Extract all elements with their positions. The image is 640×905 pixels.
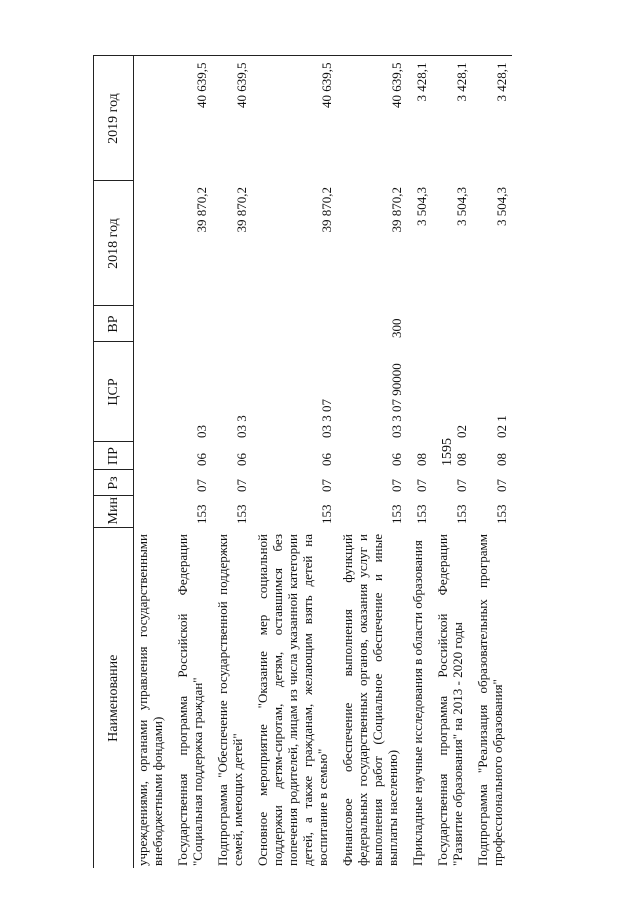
row-2018: 39 870,2 (319, 187, 334, 233)
header-min: Мин (94, 496, 134, 528)
row-name: Основное мероприятие "Оказание мер социальной поддержки детям-сиротам, детям, оставшимся без попечения родителей, лицам из числа указанной категории детей, а также гражданам, желающим взять детей на воспитание в семью" (255, 534, 330, 866)
row-pr: 06 (234, 453, 249, 466)
row-2018 (134, 181, 173, 306)
row-rz: 07 (319, 479, 334, 492)
row-2018: 3 504,3 (414, 187, 429, 226)
budget-table (93, 56, 512, 869)
row-min: 153 (454, 504, 469, 524)
row-2019: 40 639,5 (212, 56, 252, 181)
table-row (134, 56, 173, 868)
row-vr (172, 306, 212, 342)
row-2019: 3 428,1 (472, 56, 512, 181)
header-csr: ЦСР (94, 342, 134, 442)
row-vr (252, 306, 337, 342)
row-min: 153 (414, 504, 429, 524)
table-row (212, 56, 252, 868)
row-2018: 3 504,3 (494, 187, 509, 226)
row-csr: 02 (454, 425, 469, 438)
row-min: 153 (234, 504, 249, 524)
header-row (94, 56, 134, 868)
row-name: Прикладные научные исследования в области образования (410, 540, 425, 866)
row-csr: 03 3 07 (319, 399, 334, 438)
budget-table-sheet (93, 56, 586, 868)
table-row (407, 56, 432, 868)
row-vr (212, 306, 252, 342)
row-rz: 07 (389, 479, 404, 492)
row-vr (407, 306, 432, 342)
row-min: 153 (319, 504, 334, 524)
row-csr: 03 3 07 90000 (389, 363, 404, 438)
row-pr: 06 (194, 453, 209, 466)
table-header (94, 56, 134, 868)
row-2018: 39 870,2 (234, 187, 249, 233)
row-min: 153 (194, 504, 209, 524)
row-rz: 07 (234, 479, 249, 492)
row-pr: 06 (319, 453, 334, 466)
row-pr: 08 (454, 453, 469, 466)
row-rz: 07 (194, 479, 209, 492)
row-name: Финансовое обеспечение выполнения функций федеральных государственных органов, оказания услуг и выполнения работ (Социальное обеспечение и иные выплаты населению) (340, 534, 400, 866)
header-pr: ПР (94, 442, 134, 470)
row-vr (472, 306, 512, 342)
row-pr: 08 (494, 453, 509, 466)
row-min: 153 (494, 504, 509, 524)
table-row (432, 56, 472, 868)
row-2018: 3 504,3 (454, 187, 469, 226)
row-2019: 3 428,1 (407, 56, 432, 181)
row-pr: 08 (414, 453, 429, 466)
row-min (134, 496, 173, 528)
row-vr (134, 306, 173, 342)
row-csr: 02 1 (494, 415, 509, 438)
row-csr: 03 (194, 425, 209, 438)
page-number: 1595 (440, 438, 455, 466)
row-csr: 03 3 (234, 415, 249, 438)
row-2018: 39 870,2 (194, 187, 209, 233)
header-2019: 2019 год (94, 56, 134, 181)
row-rz: 07 (414, 479, 429, 492)
table-row (172, 56, 212, 868)
row-name: Подпрограмма "Реализация образовательных программ профессионального образования" (475, 534, 505, 866)
row-pr (134, 442, 173, 470)
table-row (252, 56, 337, 868)
row-vr: 300 (389, 318, 404, 338)
row-name: Государственная программа Российской Федерации "Развитие образования" на 2013 - 2020 годы (435, 534, 465, 866)
row-2019: 3 428,1 (432, 56, 472, 181)
row-2019 (134, 56, 173, 181)
row-csr (407, 342, 432, 442)
row-name: Подпрограмма "Обеспечение государственной поддержки семей, имеющих детей" (215, 534, 245, 866)
row-2018: 39 870,2 (389, 187, 404, 233)
header-vr: ВР (94, 306, 134, 342)
row-vr (432, 306, 472, 342)
row-rz (134, 470, 173, 496)
table-row (472, 56, 512, 868)
row-pr: 06 (389, 453, 404, 466)
row-min: 153 (389, 504, 404, 524)
rotated-table-container (93, 56, 586, 868)
header-rz: Рз (94, 470, 134, 496)
row-rz: 07 (494, 479, 509, 492)
header-name: Наименование (94, 528, 134, 868)
row-2019: 40 639,5 (337, 56, 407, 181)
row-name: Государственная программа Российской Федерации "Социальная поддержка граждан" (175, 534, 205, 866)
header-2018: 2018 год (94, 181, 134, 306)
table-body (134, 56, 513, 868)
row-rz: 07 (454, 479, 469, 492)
row-2019: 40 639,5 (252, 56, 337, 181)
table-row (337, 56, 407, 868)
row-name: учреждениями, органами управления государственными внебюджетными фондами) (135, 534, 165, 866)
row-2019: 40 639,5 (172, 56, 212, 181)
row-csr (134, 342, 173, 442)
